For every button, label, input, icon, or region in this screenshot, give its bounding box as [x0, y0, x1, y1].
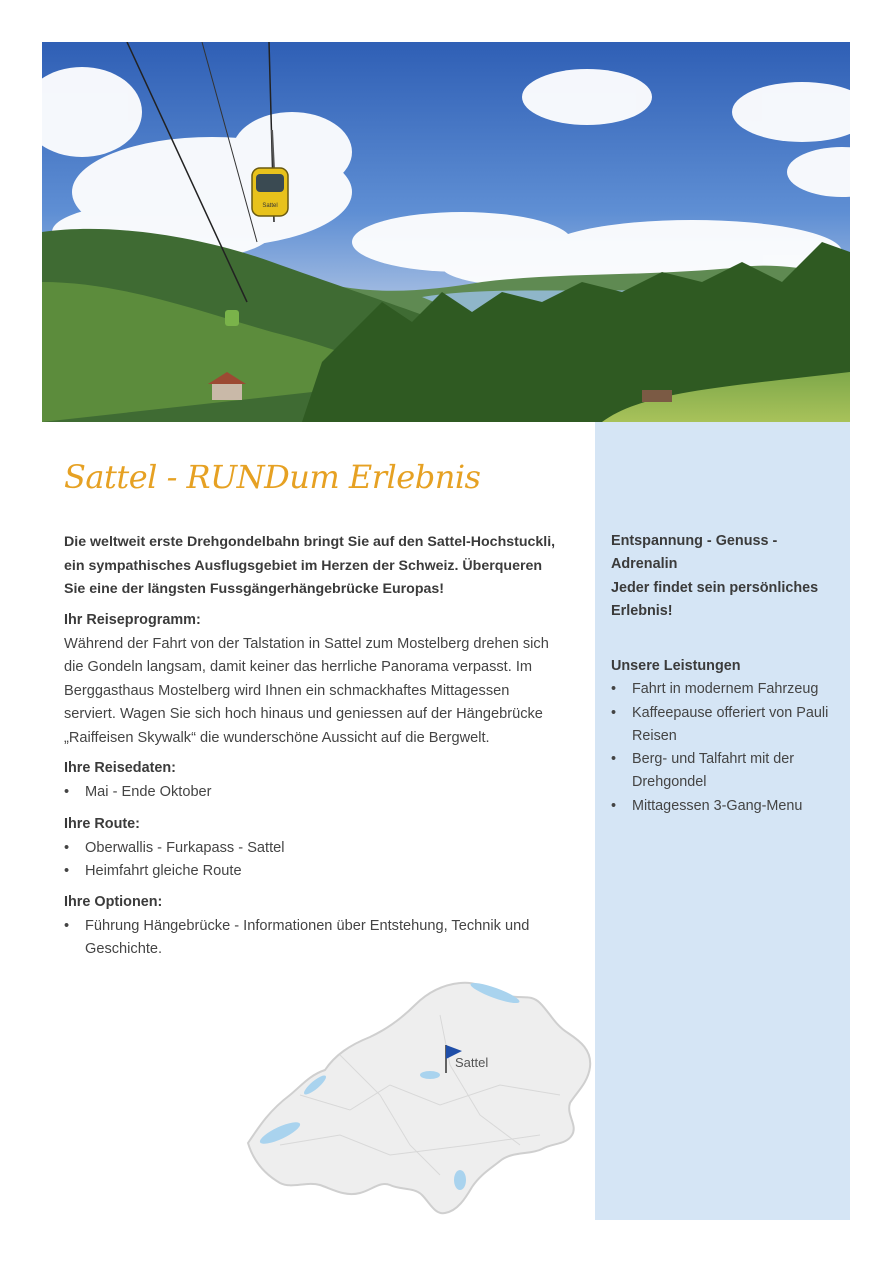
dates-list: [64, 781, 564, 805]
program-heading: Ihr Reiseprogramm:: [64, 612, 201, 628]
list-item: • Mittagessen 3-Gang-Menu: [611, 795, 836, 818]
list-item: • Kaffeepause offeriert von Pauli Reisen: [611, 702, 836, 749]
hero-photo: [42, 42, 850, 422]
list-item: • Oberwallis - Furkapass - Sattel: [64, 837, 564, 861]
list-item: • Fahrt in modernem Fahrzeug: [611, 678, 836, 701]
dates-section: [64, 757, 564, 804]
options-heading: Ihre Optionen:: [64, 894, 163, 910]
list-item: • Berg- und Talfahrt mit der Drehgondel: [611, 748, 836, 795]
route-section: [64, 813, 564, 884]
program-section: [64, 609, 564, 750]
services-heading: Unsere Leistungen: [611, 658, 741, 674]
tagline-2: Jeder findet sein persönliches Erlebnis!: [611, 579, 819, 619]
page-title: Sattel - RUNDum Erlebnis: [64, 458, 481, 496]
program-text: Während der Fahrt von der Talstation in Sattel zum Mostelberg drehen sich die Gondeln langsam, damit keiner das herrliche Panorama verpasst. Im Berggasthaus Mostelberg wird Ihnen ein schmackhaftes Mittagessen serviert. Wagen Sie sich hoch hinaus und geniessen auf der Hängebrücke „Raiffeisen Skywalk“ die wunderschöne Aussicht auf die Bergwelt.: [64, 635, 549, 746]
services-section: [611, 655, 836, 818]
gondola-label: Sattel: [262, 203, 278, 209]
services-list: [611, 678, 836, 818]
list-item: • Heimfahrt gleiche Route: [64, 860, 564, 884]
switzerland-map: [240, 975, 600, 1220]
list-item: • Führung Hängebrücke - Informationen über Entstehung, Technik und Geschichte.: [64, 915, 554, 962]
tagline-1: Entspannung - Genuss - Adrenalin: [611, 533, 778, 573]
intro-text: Die weltweit erste Drehgondelbahn bringt Sie auf den Sattel-Hochstuckli, ein sympathisches Ausflugsgebiet im Herzen der Schweiz. Überqueren Sie eine der längsten Fussgängerhängebrücke Europas!: [64, 534, 556, 597]
sidebar-tagline: [611, 530, 836, 623]
dates-heading: Ihre Reisedaten:: [64, 760, 176, 776]
route-list: [64, 837, 564, 884]
options-section: [64, 891, 554, 962]
list-item: • Mai - Ende Oktober: [64, 781, 564, 805]
options-list: [64, 915, 554, 962]
route-heading: Ihre Route:: [64, 816, 140, 832]
map-marker-label: Sattel: [455, 1055, 489, 1070]
